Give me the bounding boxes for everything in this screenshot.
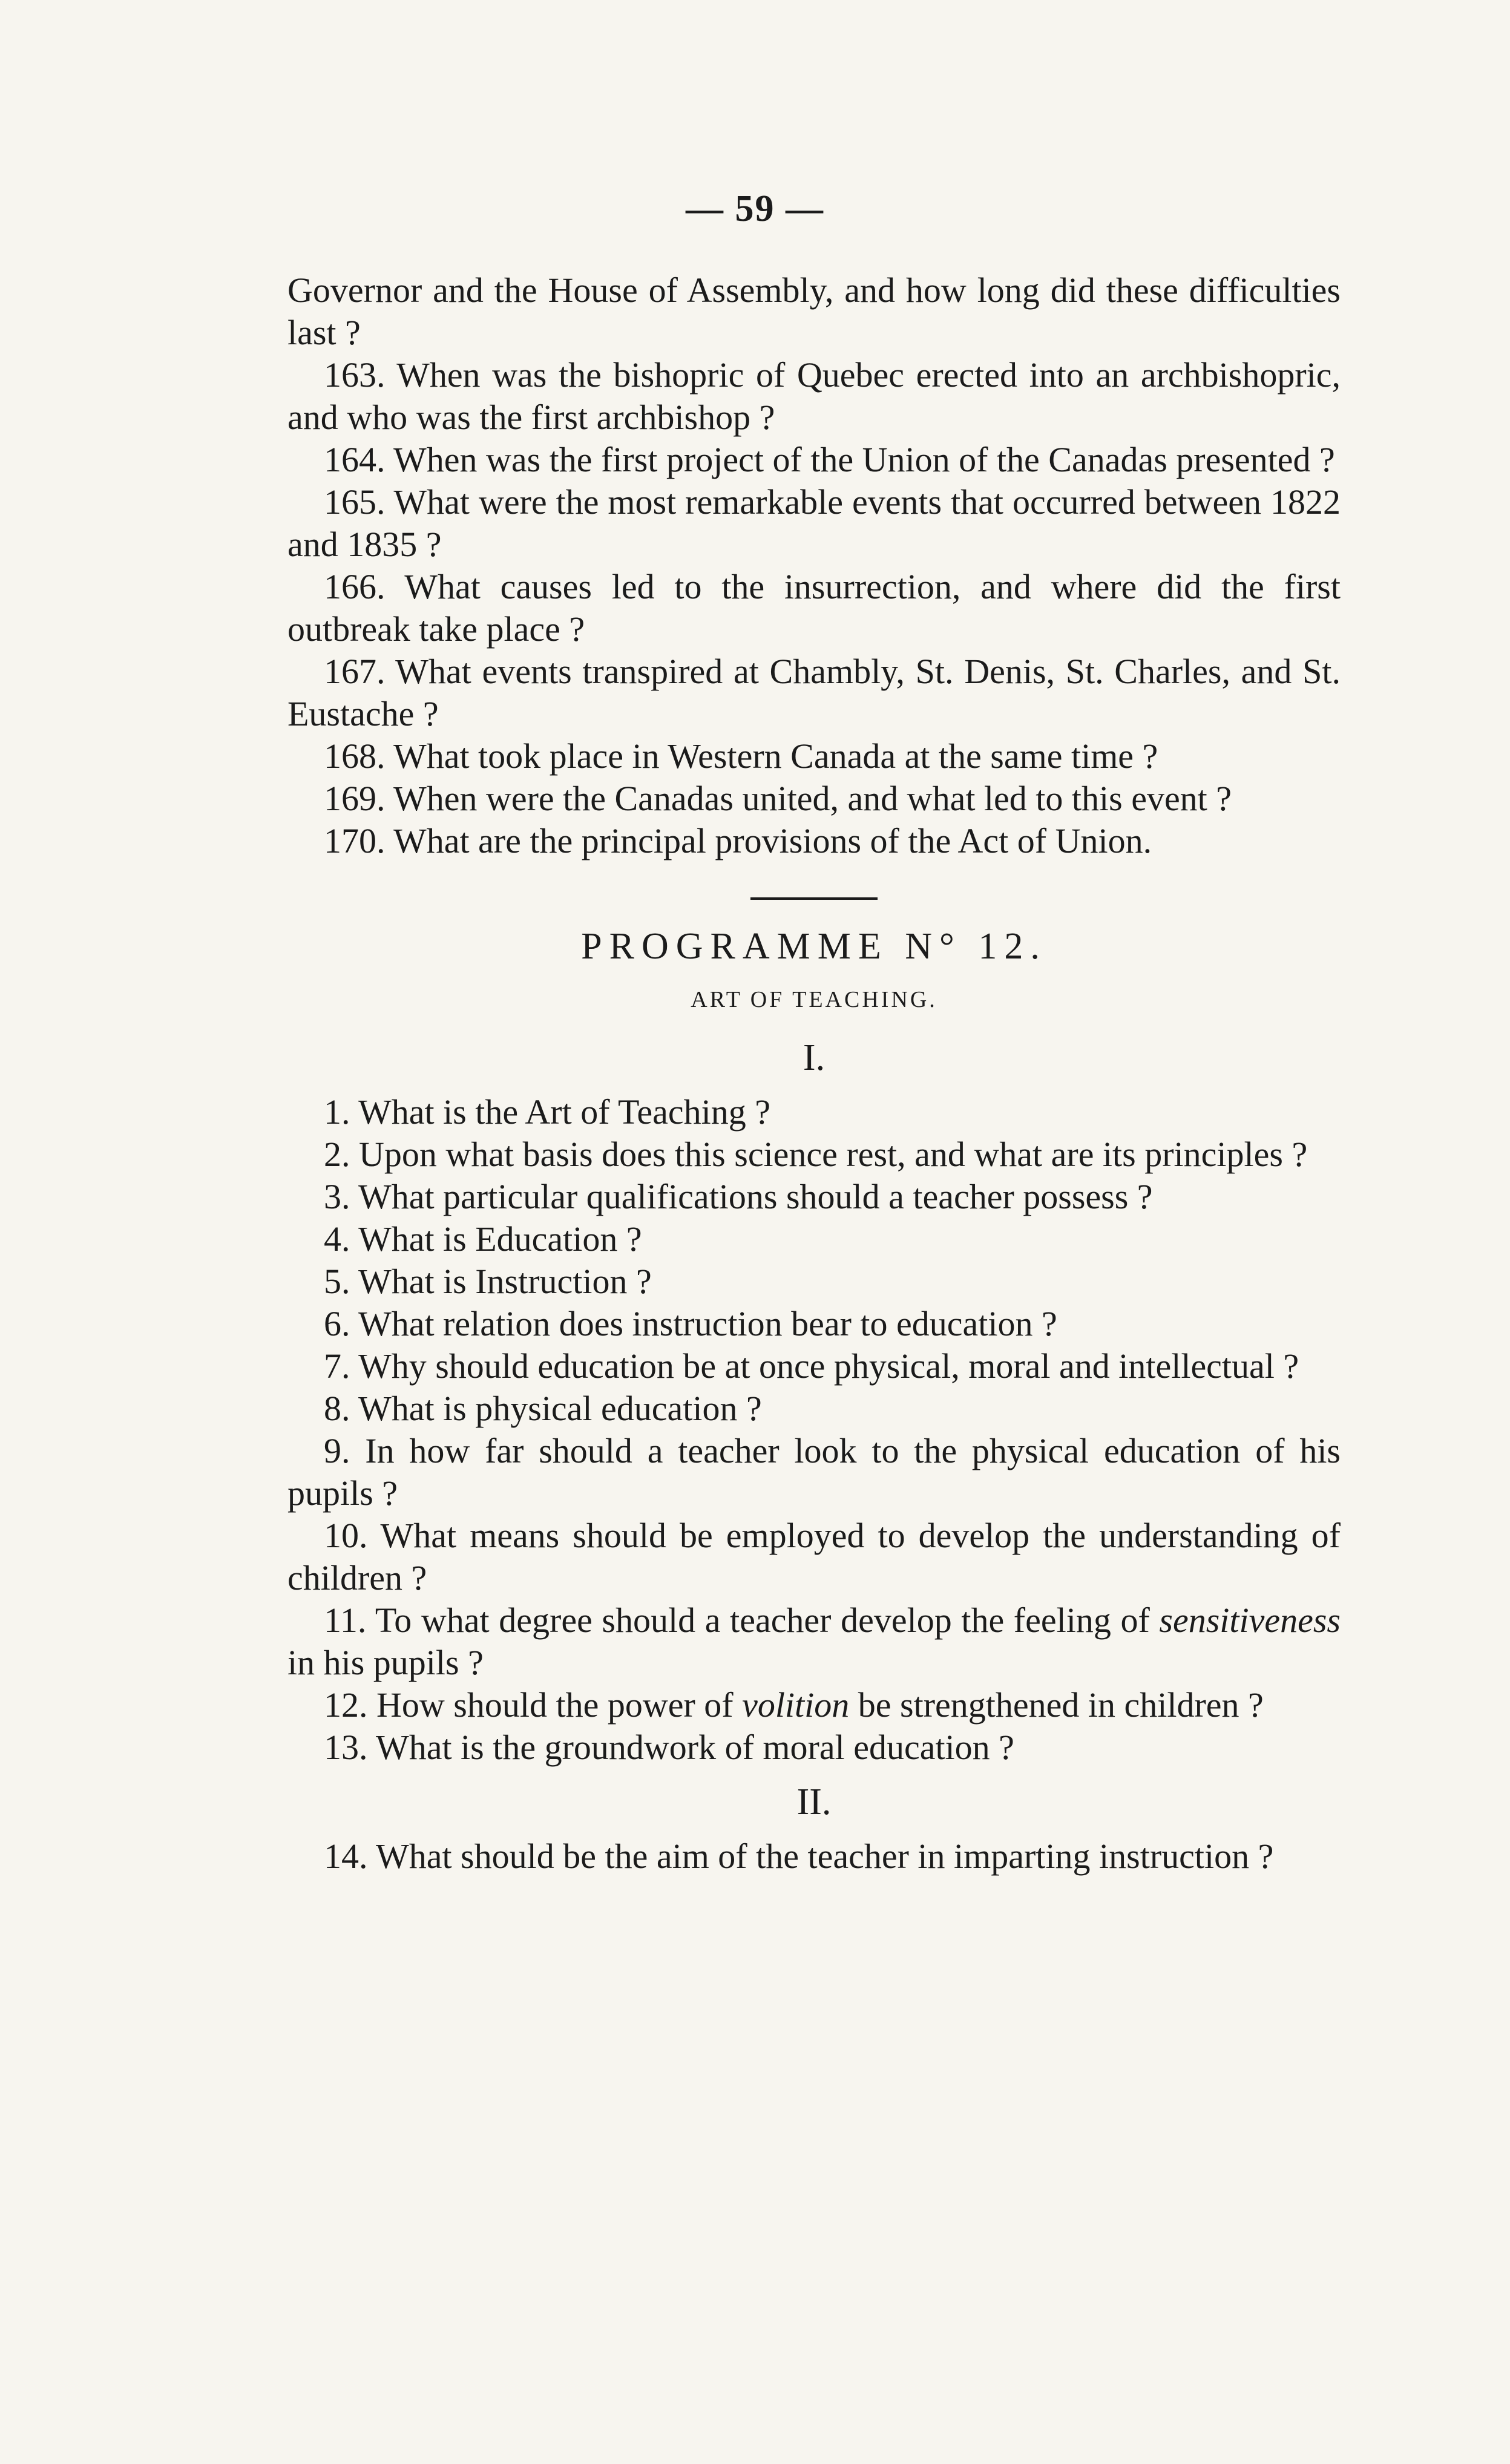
question-1: 1. What is the Art of Teaching ? [324,1092,770,1132]
section-heading-1: I. [803,1037,826,1078]
question-7: 7. Why should education be at once physical, moral and intellectual ? [324,1346,1299,1386]
question-12-text-end: be strengthened in children ? [849,1685,1264,1725]
question-11-text: 11. To what degree should a teacher develop the feeling of [324,1601,1160,1640]
question-9: 9. In how far should a teacher look to the physical education of his pupils ? [287,1431,1341,1513]
section-heading-2: II. [796,1781,832,1823]
question-6: 6. What relation does instruction bear to education ? [324,1304,1057,1343]
question-10: 10. What means should be employed to develop the understanding of children ? [287,1516,1341,1597]
question-12-emphasis: volition [742,1685,850,1725]
question-13: 13. What is the groundwork of moral education ? [324,1728,1014,1767]
programme-subtitle: ART OF TEACHING. [691,987,937,1012]
question-163: 163. When was the bishopric of Quebec erected into an archbishopric, and who was the first archbishop ? [287,355,1341,437]
question-164: 164. When was the first project of the Union of the Canadas presented ? [324,440,1335,479]
question-5: 5. What is Instruction ? [324,1262,652,1301]
question-12-text: 12. How should the power of [324,1685,743,1725]
question-166: 166. What causes led to the insurrection, and where did the first outbreak take place ? [287,567,1341,649]
question-12 [287,1684,1341,1726]
page-number: — 59 — [686,188,824,229]
question-11-text-end: in his pupils ? [287,1643,484,1682]
text-column [287,269,1341,1878]
question-11 [287,1599,1341,1684]
question-168: 168. What took place in Western Canada at the same time ? [324,736,1158,776]
section-divider [750,897,878,900]
question-170: 170. What are the principal provisions of the Act of Union. [324,821,1152,860]
question-3: 3. What particular qualifications should a teacher possess ? [324,1177,1153,1216]
question-2: 2. Upon what basis does this science rest, and what are its principles ? [324,1135,1308,1174]
question-14: 14. What should be the aim of the teacher in imparting instruction ? [324,1837,1274,1876]
programme-title: PROGRAMME N° 12. [581,926,1047,967]
question-169: 169. When were the Canadas united, and what led to this event ? [324,779,1232,818]
question-4: 4. What is Education ? [324,1219,642,1259]
question-167: 167. What events transpired at Chambly, St. Denis, St. Charles, and St. Eustache ? [287,652,1341,733]
continuation-text: Governor and the House of Assembly, and how long did these difficulties last ? [287,270,1341,352]
question-8: 8. What is physical education ? [324,1389,762,1428]
question-11-emphasis: sensitiveness [1159,1601,1341,1640]
question-165: 165. What were the most remarkable events that occurred between 1822 and 1835 ? [287,482,1341,564]
